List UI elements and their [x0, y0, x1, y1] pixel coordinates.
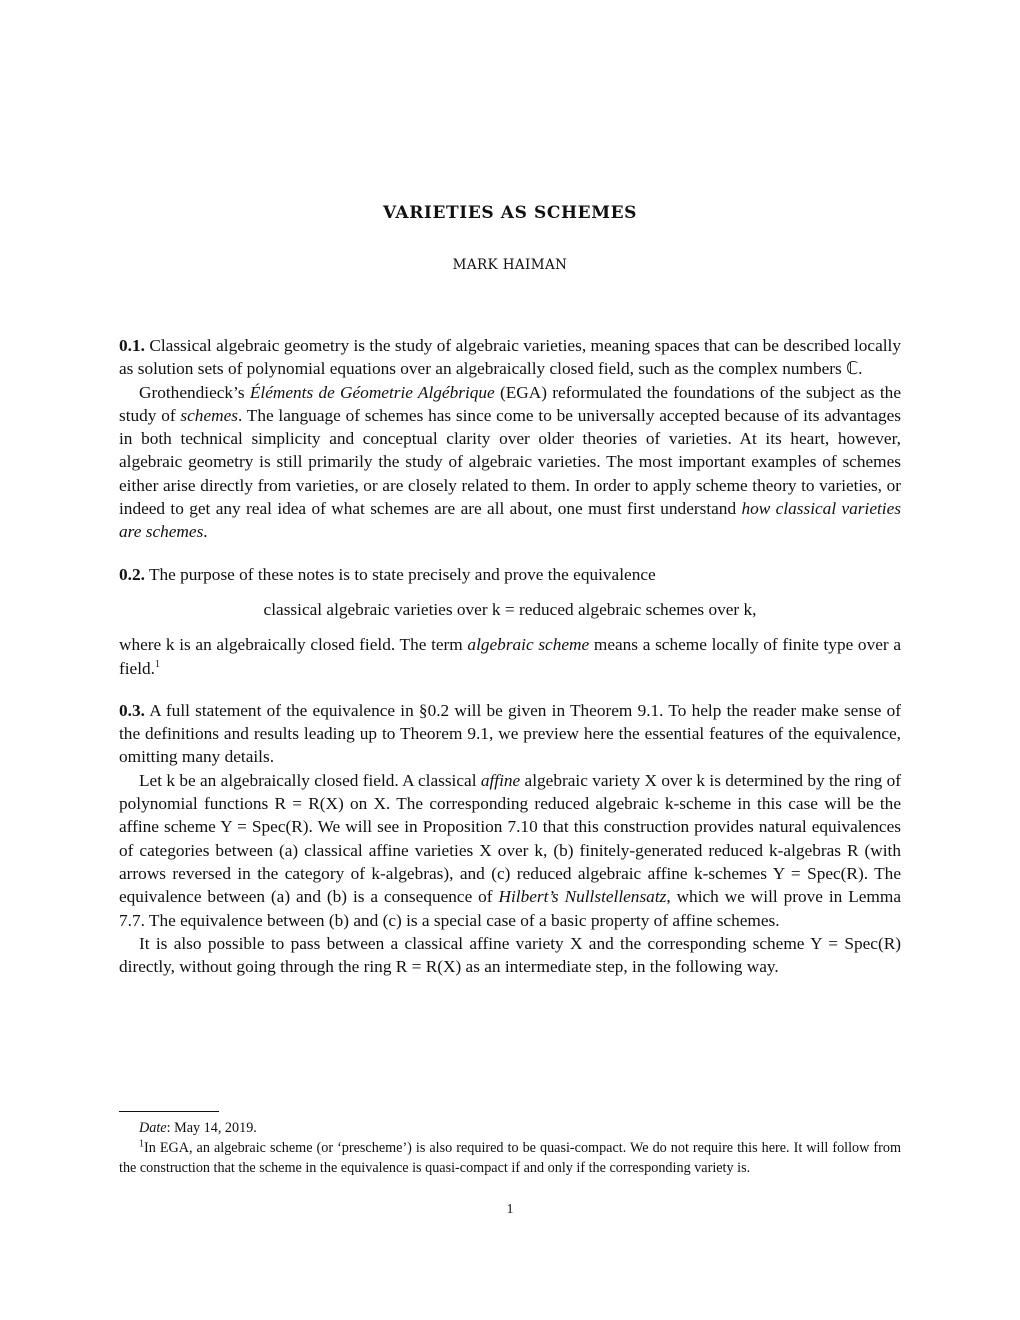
- footnote-1-text: In EGA, an algebraic scheme (or ‘prescheme’) is also required to be quasi-compact. We do not require this here. It will follow from the construction that the scheme in the equivalence is quasi-compact if and only if the corresponding variety is.: [119, 1140, 901, 1176]
- text-run: means a scheme locally of finite type over a field.: [119, 635, 901, 678]
- text-run: Let k be an algebraically closed field. A classical: [139, 770, 481, 790]
- emphasis-algebraic-scheme: algebraic scheme: [467, 635, 590, 655]
- text-run: (EGA) reformulated the foundations of the subject as the study of: [119, 382, 901, 425]
- date-value: : May 14, 2019.: [166, 1120, 257, 1136]
- footnote-1-mark: 1: [139, 1138, 144, 1150]
- emphasis-schemes: schemes: [180, 405, 238, 425]
- text-run: Grothendieck’s: [139, 382, 250, 402]
- paper-title: VARIETIES AS SCHEMES: [382, 203, 638, 223]
- section-0-3-paragraph-3: It is also possible to pass between a classical affine variety X and the corresponding scheme Y = Spec(R) directly, without going through the ring R = R(X) as an intermediate step, in the following way.: [119, 933, 901, 977]
- emphasis-how-classical: how classical varieties are schemes: [119, 499, 901, 542]
- section-0-1-paragraph-2: [119, 381, 901, 544]
- emphasis-affine: affine: [480, 770, 521, 790]
- footnote-1: [119, 1138, 901, 1178]
- section-number: 0.1.: [119, 336, 145, 355]
- section-0-2-paragraph-1: [119, 563, 901, 586]
- paragraph-text: The purpose of these notes is to state precisely and prove the equivalence: [148, 564, 656, 584]
- section-0-2-paragraph-2: [119, 633, 901, 680]
- footnote-marker[interactable]: 1: [155, 658, 160, 670]
- paragraph-text: A full statement of the equivalence in §0.2 will be given in Theorem 9.1. To help the reader make sense of the definitions and results leading up to Theorem 9.1, we preview here the essential features of the equivalence, omitting many details.: [119, 700, 901, 767]
- section-0-3-paragraph-1: [119, 699, 901, 769]
- text-run: .: [203, 522, 208, 542]
- text-run: , which we will prove in Lemma 7.7. The equivalence between (b) and (c) is a special case of a basic property of affine schemes.: [119, 887, 901, 930]
- date-footnote: [119, 1118, 901, 1138]
- footnotes: [119, 1118, 901, 1178]
- footnote-rule: [119, 1111, 219, 1112]
- page-number: 1: [506, 1202, 514, 1217]
- text-run: . The language of schemes has since come to be universally accepted because of its advantages in both technical simplicity and conceptual clarity over older theories of varieties. At its heart, however, algebraic geometry is still primarily the study of algebraic varieties. The most important examples of schemes either arise directly from varieties, or are closely related to them. In order to apply scheme theory to varieties, or indeed to get any real idea of what schemes are are all about, one must first understand: [119, 405, 901, 519]
- paper-body: [119, 334, 901, 978]
- displayed-equivalence: classical algebraic varieties over k = reduced algebraic schemes over k,: [263, 599, 757, 619]
- text-run: where k is an algebraically closed field. The term: [119, 635, 468, 655]
- section-0-3-paragraph-2: [119, 769, 901, 932]
- emphasis-nullstellensatz: Hilbert’s Nullstellensatz: [498, 887, 667, 907]
- date-label: Date: [139, 1120, 167, 1136]
- section-0-1-paragraph-1: [119, 334, 901, 381]
- ega-title: Éléments de Géometrie Algébrique: [249, 382, 495, 402]
- section-number: 0.2.: [119, 564, 145, 584]
- text-run: algebraic variety X over k is determined by the ring of polynomial functions R = R(X) on X. The corresponding reduced algebraic k-scheme in this case will be the affine scheme Y = Spec(R). We will see in Proposition 7.10 that this construction provides natural equivalences of categories between (a) classical affine varieties X over k, (b) finitely-generated reduced k-algebras R (with arrows reversed in the category of k-algebras), and (c) reduced algebraic affine k-schemes Y = Spec(R). The equivalence between (a) and (b) is a consequence of: [119, 770, 901, 907]
- paper-author: MARK HAIMAN: [452, 257, 568, 273]
- section-number: 0.3.: [119, 700, 145, 720]
- paragraph-text: Classical algebraic geometry is the study of algebraic varieties, meaning spaces that can be described locally as solution sets of polynomial equations over an algebraically closed field, such as the complex numbers ℂ.: [119, 336, 901, 379]
